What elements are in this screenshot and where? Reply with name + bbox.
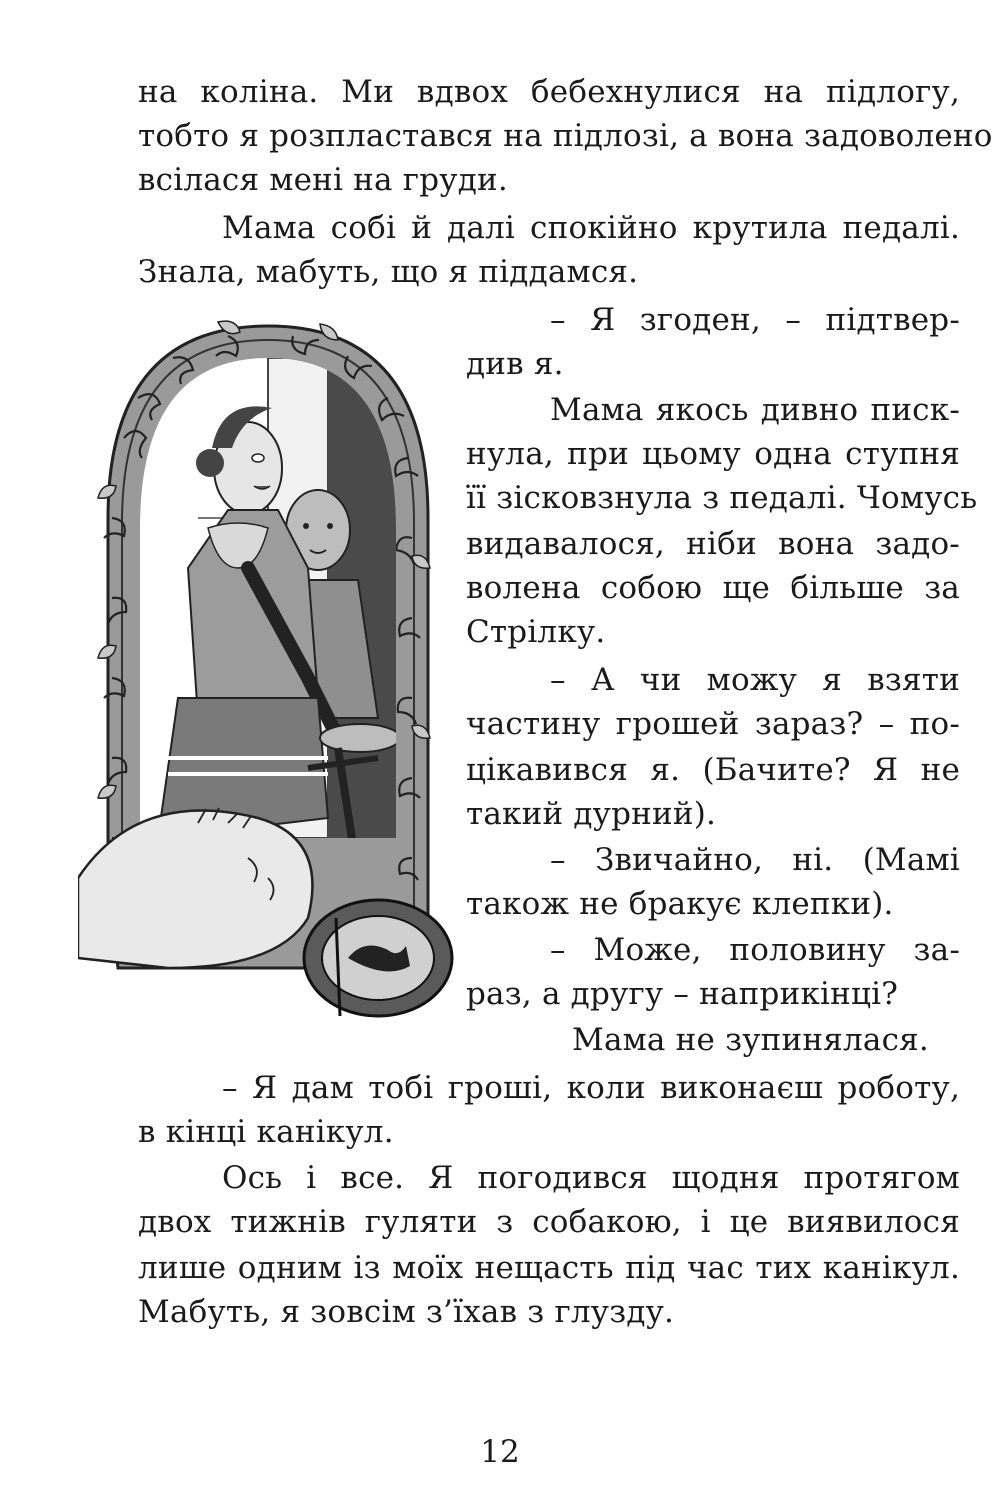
text-line: Мама якось дивно писк- — [550, 392, 960, 428]
text-line: див я. — [466, 346, 564, 382]
page-number: 12 — [480, 1434, 520, 1470]
text-line: Знала, мабуть, що я піддамся. — [138, 254, 639, 290]
text-line: на коліна. Ми вдвох бебехнулися на підлогу, — [138, 74, 960, 110]
text-line: – А чи можу я взяти — [550, 662, 960, 698]
text-line: – Звичайно, ні. (Мамі — [550, 842, 960, 878]
text-line: двох тижнів гуляти з собакою, і це виявилося — [138, 1204, 960, 1240]
text-line: видавалося, ніби вона задо- — [466, 526, 960, 562]
text-line: лише одним із моїх нещасть під час тих канікул. — [138, 1250, 960, 1286]
text-line: нула, при цьому одна ступня — [466, 436, 960, 472]
text-line: цікавився я. (Бачите? Я не — [466, 752, 960, 788]
text-line: волена собою ще більше за — [466, 570, 960, 606]
text-line: – Я згоден, – підтвер- — [550, 302, 960, 338]
text-line: такий дурний). — [466, 796, 717, 832]
text-line: Мама собі й далі спокійно крутила педалі. — [222, 210, 960, 246]
text-line: Стрілку. — [466, 614, 606, 650]
text-line: тобто я розпластався на підлозі, а вона задоволено — [138, 118, 993, 154]
text-line: Мама не зупинялася. — [572, 1022, 929, 1058]
text-line: також не бракує клепки). — [466, 886, 894, 922]
text-line: – Я дам тобі гроші, коли виконаєш роботу, — [222, 1070, 960, 1106]
text-line: всілася мені на груди. — [138, 162, 508, 198]
text-line: Ось і все. Я погодився щодня протягом — [222, 1160, 960, 1196]
text-line: частину грошей зараз? – по- — [466, 706, 960, 742]
text-line: – Може, половину за- — [550, 932, 960, 968]
text-line: в кінці канікул. — [138, 1114, 394, 1150]
text-line: Мабуть, я зовсім з’їхав з глузду. — [138, 1294, 675, 1330]
text-line: її зісковзнула з педалі. Чомусь — [466, 480, 978, 516]
illustration-mirror-exercise-bike — [78, 318, 458, 1020]
text-line: раз, а другу – наприкінці? — [466, 976, 899, 1012]
